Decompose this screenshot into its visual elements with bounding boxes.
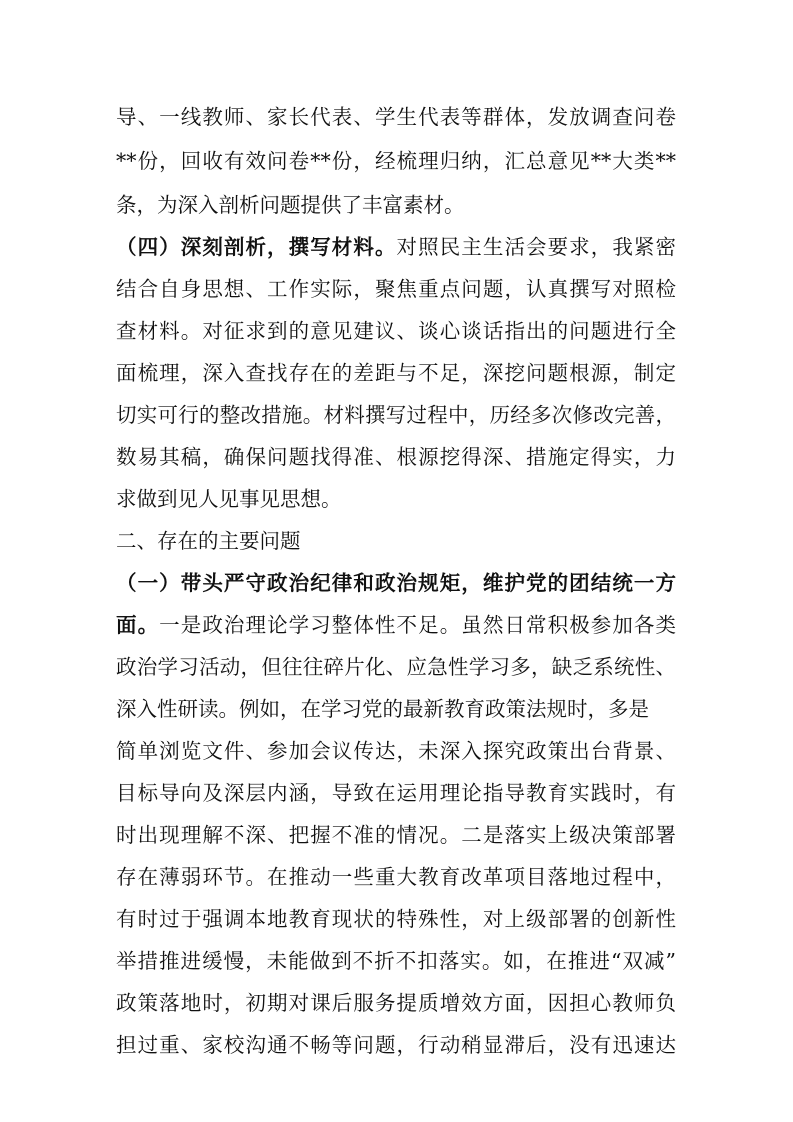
text-line-9: 数易其稿，确保问题找得准、根源挖得深、措施定得实，力 bbox=[116, 445, 676, 469]
text-line-17: 目标导向及深层内涵，导致在运用理论指导教育实践时，有 bbox=[116, 781, 676, 805]
item1-heading-end: 面。 bbox=[116, 613, 160, 637]
section4-heading: （四）深刻剖析，撰写材料。 bbox=[116, 235, 397, 259]
text-line-15: 深入性研读。例如，在学习党的最新教育政策法规时，多是 bbox=[116, 697, 649, 721]
text-line-3: 条，为深入剖析问题提供了丰富素材。 bbox=[116, 193, 465, 217]
section4-text: 对照民主生活会要求，我紧密 bbox=[396, 235, 677, 259]
text-line-5: 结合自身思想、工作实际，聚焦重点问题，认真撰写对照检 bbox=[116, 277, 676, 301]
text-line-7: 面梳理，深入查找存在的差距与不足，深挖问题根源，制定 bbox=[116, 361, 676, 385]
text-line-10: 求做到见人见事见思想。 bbox=[116, 487, 342, 511]
item1-line2 bbox=[116, 607, 676, 643]
text-line-23: 担过重、家校沟通不畅等问题，行动稍显滞后，没有迅速达 bbox=[116, 1033, 676, 1057]
text-line-21: 举措推进缓慢，未能做到不折不扣落实。如，在推进“双减” bbox=[116, 949, 676, 973]
item1-text-start: 一是政治理论学习整体性不足。虽然日常积极参加各类 bbox=[159, 613, 677, 637]
text-line-2: **份，回收有效问卷**份，经梳理归纳，汇总意见**大类** bbox=[116, 149, 676, 173]
text-line-6: 查材料。对征求到的意见建议、谈心谈话指出的问题进行全 bbox=[116, 319, 676, 343]
item1-heading-line1: （一）带头严守政治纪律和政治规矩，维护党的团结统一方 bbox=[116, 571, 676, 595]
text-line-18: 时出现理解不深、把握不准的情况。二是落实上级决策部署 bbox=[116, 823, 676, 847]
section4-line bbox=[116, 229, 676, 265]
text-line-8: 切实可行的整改措施。材料撰写过程中，历经多次修改完善， bbox=[116, 403, 676, 427]
section-heading-2: 二、存在的主要问题 bbox=[116, 529, 301, 553]
text-line-16: 简单浏览文件、参加会议传达，未深入探究政策出台背景、 bbox=[116, 739, 676, 763]
text-line-1: 导、一线教师、家长代表、学生代表等群体，发放调查问卷 bbox=[116, 105, 676, 129]
text-line-14: 政治学习活动，但往往碎片化、应急性学习多，缺乏系统性、 bbox=[116, 655, 676, 679]
text-line-22: 政策落地时，初期对课后服务提质增效方面，因担心教师负 bbox=[116, 991, 676, 1015]
text-line-20: 有时过于强调本地教育现状的特殊性，对上级部署的创新性 bbox=[116, 907, 676, 931]
text-line-19: 存在薄弱环节。在推动一些重大教育改革项目落地过程中， bbox=[116, 865, 676, 889]
